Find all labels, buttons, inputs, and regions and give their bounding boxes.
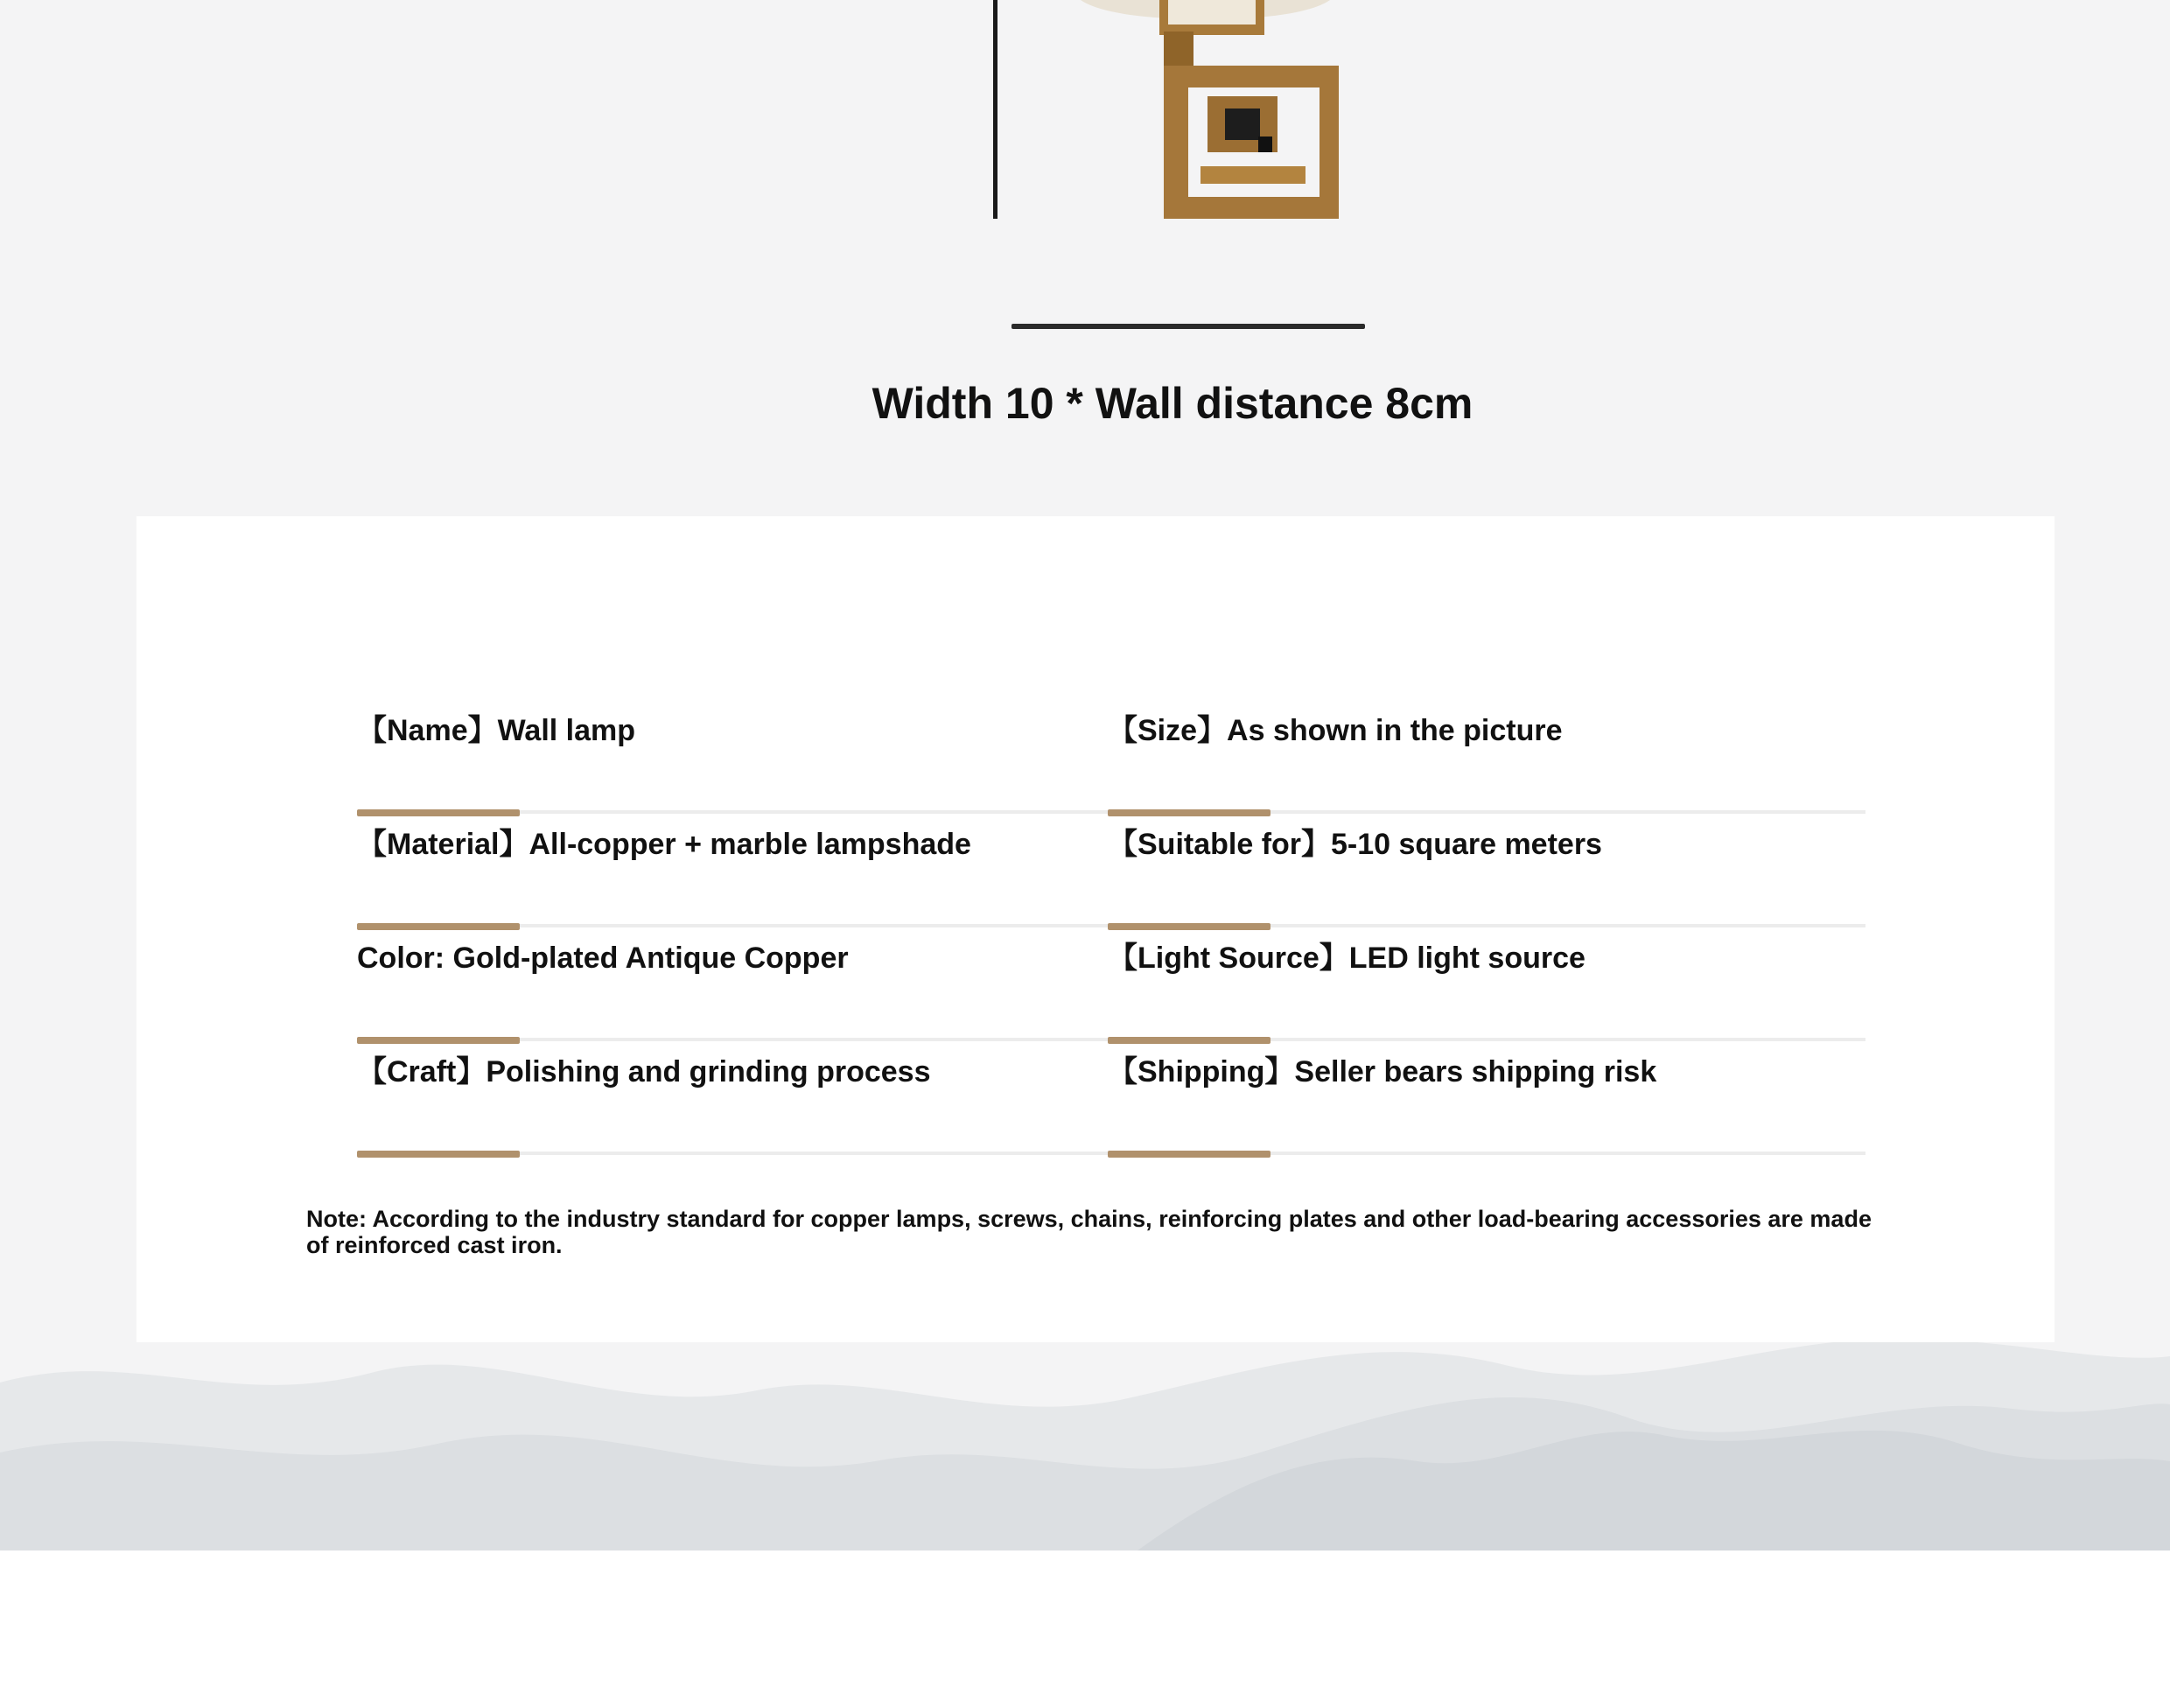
note-text: Note: According to the industry standard for copper lamps, screws, chains, reinforcing plates and other load-bearing accessories are made of reinforced cast iron. (306, 1206, 1872, 1258)
spec-material-text: 【Material】All-copper + marble lampshade (357, 828, 971, 861)
spec-shipping-text: 【Shipping】Seller bears shipping risk (1108, 1055, 1657, 1088)
spec-name-text: 【Name】Wall lamp (357, 714, 636, 747)
spec-size-text: 【Size】As shown in the picture (1108, 714, 1563, 747)
spec-light-source-text: 【Light Source】LED light source (1108, 942, 1586, 975)
dimension-line (1012, 324, 1365, 329)
spec-accent-bar (357, 1151, 520, 1158)
spec-color-text: Color: Gold-plated Antique Copper (357, 942, 849, 975)
spec-suitable-for-text: 【Suitable for】5-10 square meters (1108, 828, 1602, 861)
spec-accent-bar (1108, 1151, 1270, 1158)
mountain-landscape-image (0, 1312, 2170, 1550)
spec-craft-text: 【Craft】Polishing and grinding process (357, 1055, 931, 1088)
wall-lamp-image (980, 0, 1418, 236)
dimension-text: Width 10 * Wall distance 8cm (872, 379, 1474, 428)
